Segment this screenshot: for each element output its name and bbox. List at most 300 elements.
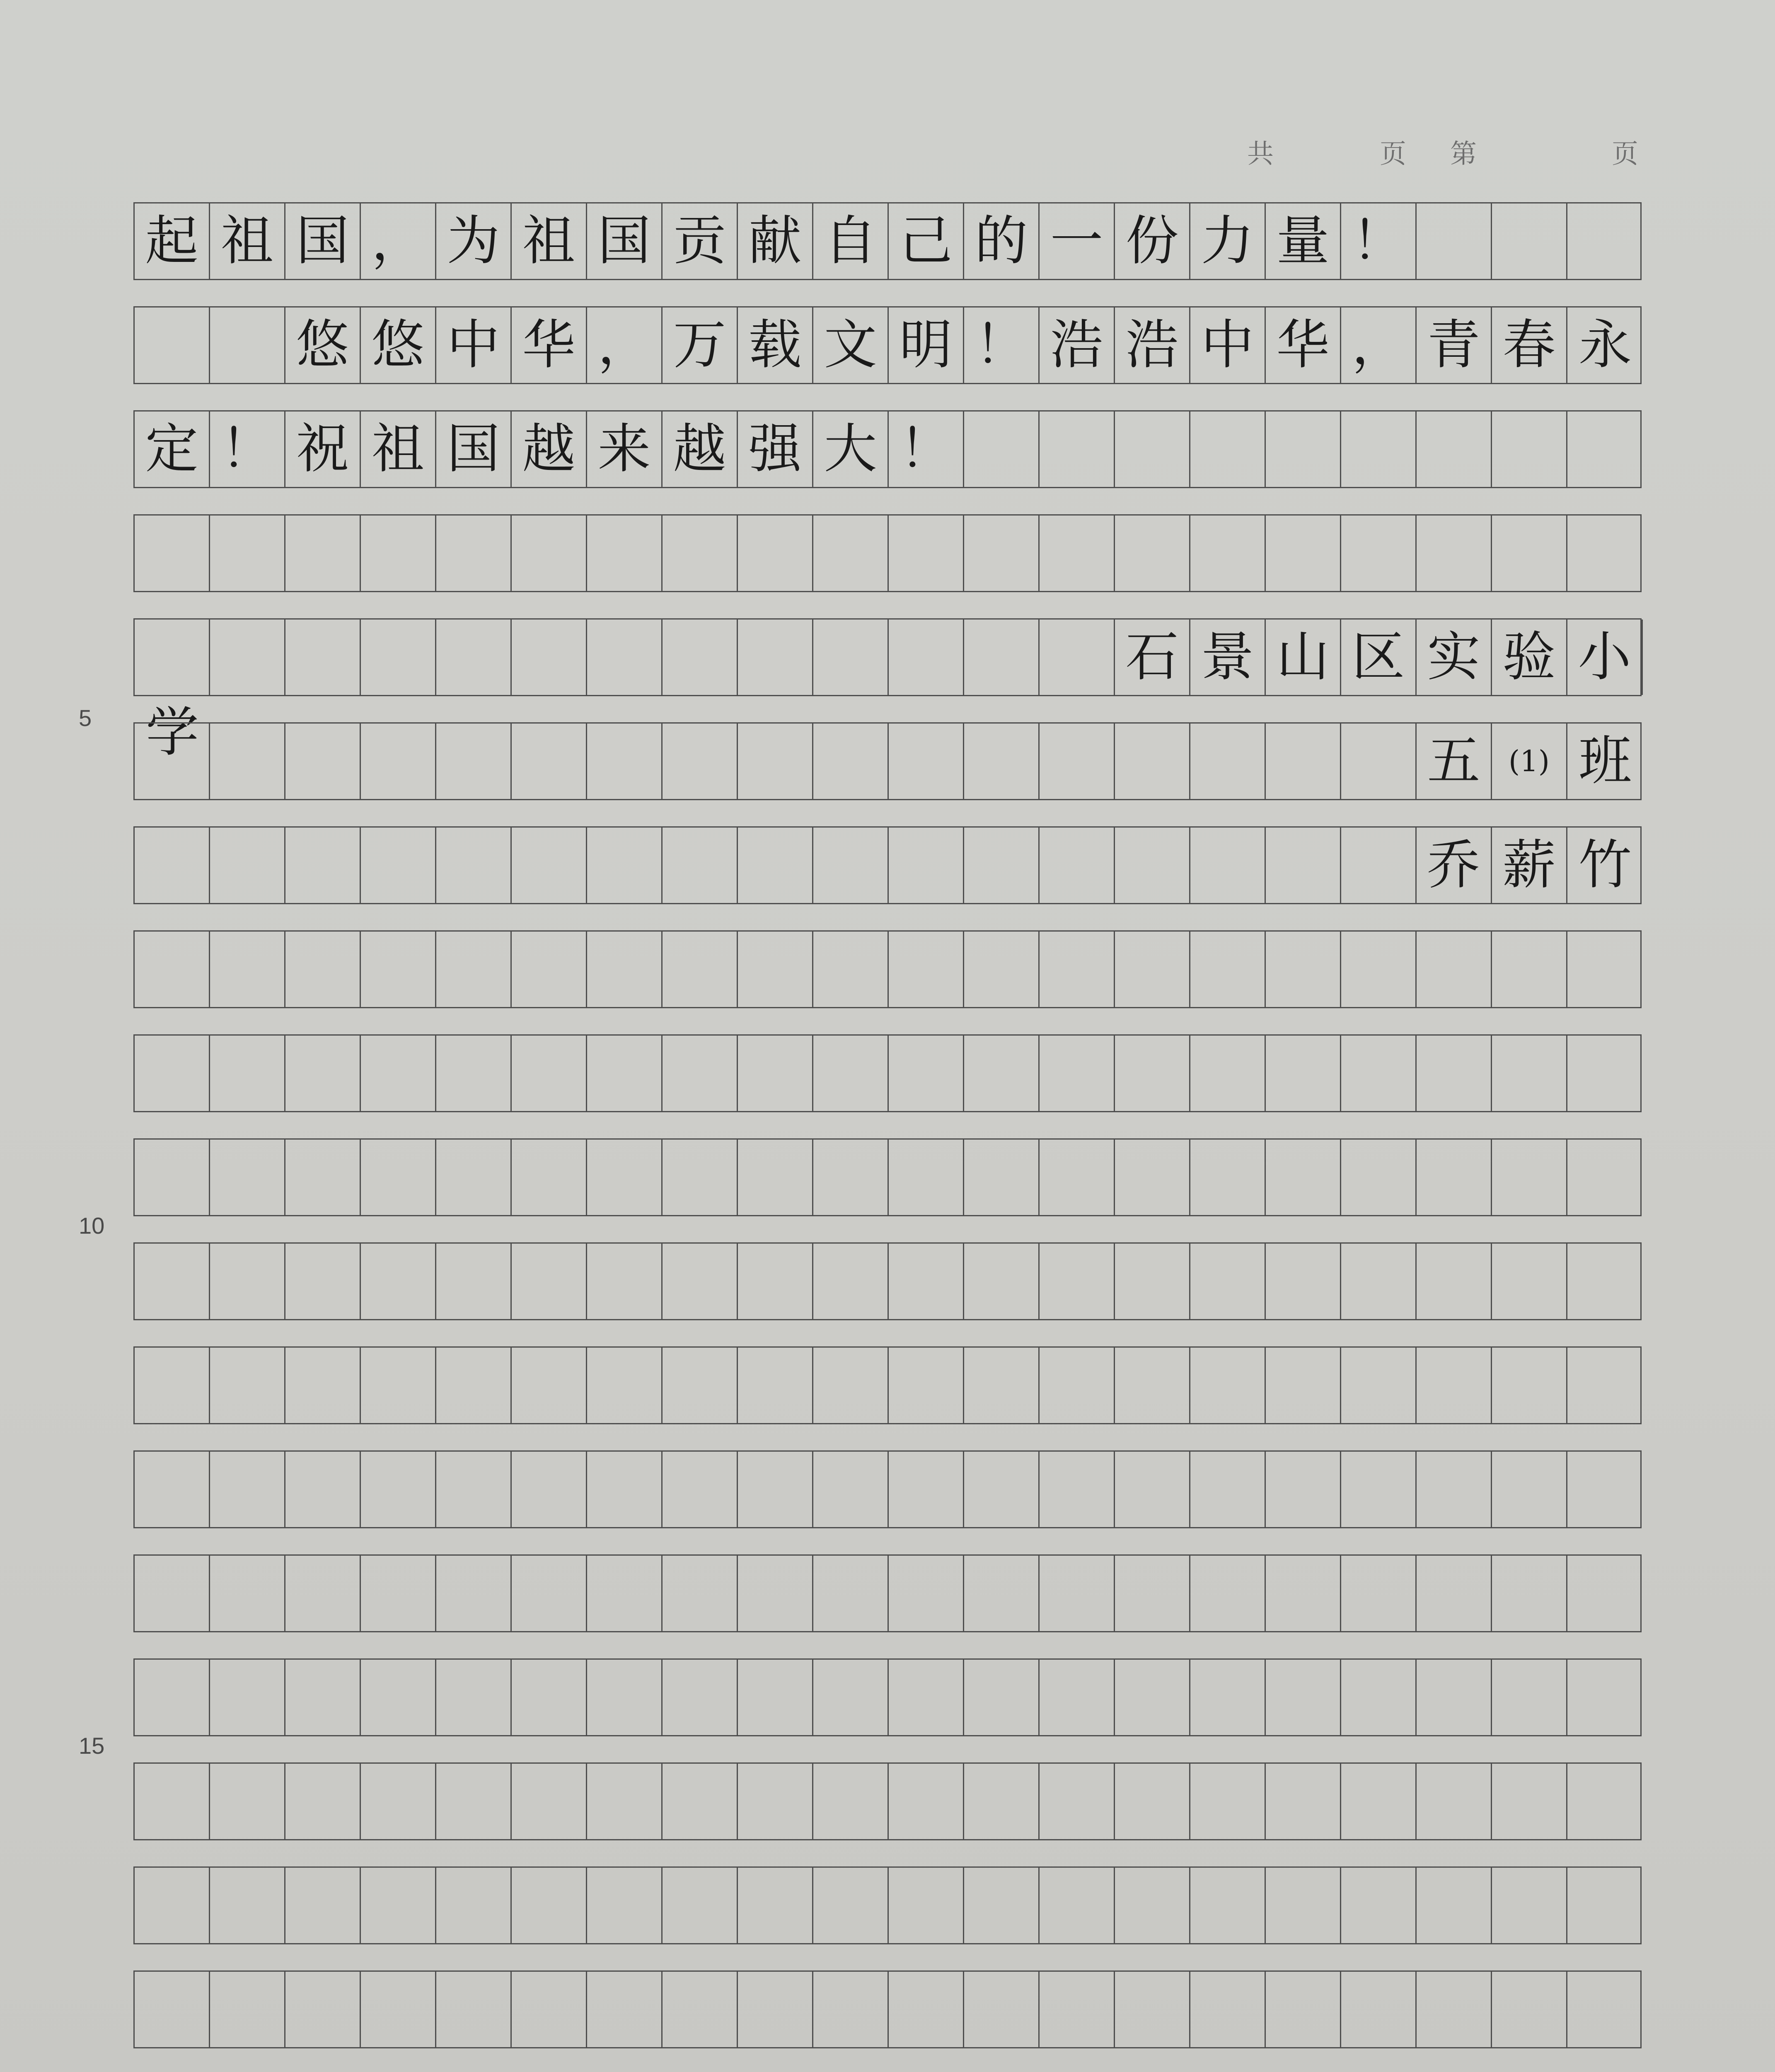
grid-cell bbox=[1115, 1868, 1190, 1943]
grid-cell bbox=[1190, 1972, 1266, 2047]
grid-cell bbox=[1492, 932, 1567, 1007]
grid-cell bbox=[1190, 724, 1266, 799]
grid-cell bbox=[587, 932, 663, 1007]
grid-cell bbox=[738, 1556, 813, 1631]
grid-cell bbox=[1492, 1244, 1567, 1319]
grid-cell bbox=[135, 828, 210, 903]
grid-cell bbox=[964, 1140, 1040, 1215]
grid-cell bbox=[1417, 1972, 1492, 2047]
grid-cell bbox=[813, 1764, 889, 1839]
grid-cell bbox=[135, 1036, 210, 1111]
grid-cell bbox=[1266, 1348, 1341, 1423]
grid-cell bbox=[436, 516, 512, 591]
grid-cell bbox=[1341, 1140, 1417, 1215]
grid-cell bbox=[1341, 1348, 1417, 1423]
grid-cell bbox=[361, 932, 436, 1007]
grid-cell bbox=[889, 828, 964, 903]
grid-cell bbox=[738, 1036, 813, 1111]
grid-cell: 祝 bbox=[285, 411, 361, 487]
grid-cell bbox=[813, 1868, 889, 1943]
grid-cell bbox=[1567, 1244, 1643, 1319]
grid-row bbox=[133, 514, 1642, 592]
grid-cell bbox=[1115, 411, 1190, 487]
grid-row bbox=[133, 930, 1642, 1008]
grid-cell bbox=[1190, 1348, 1266, 1423]
grid-cell: 验 bbox=[1492, 620, 1567, 695]
grid-cell bbox=[1492, 1556, 1567, 1631]
grid-cell bbox=[1417, 411, 1492, 487]
grid-cell bbox=[587, 1140, 663, 1215]
grid-cell: 自 bbox=[813, 203, 889, 279]
grid-cell bbox=[889, 1036, 964, 1111]
grid-row bbox=[133, 1138, 1642, 1216]
grid-cell bbox=[512, 932, 587, 1007]
grid-cell: 国 bbox=[436, 411, 512, 487]
grid-cell bbox=[1040, 1972, 1115, 2047]
grid-cell bbox=[285, 932, 361, 1007]
grid-cell bbox=[1341, 828, 1417, 903]
grid-cell bbox=[436, 1868, 512, 1943]
grid-cell bbox=[964, 1036, 1040, 1111]
grid-cell bbox=[1341, 1556, 1417, 1631]
grid-cell bbox=[285, 1348, 361, 1423]
grid-cell bbox=[135, 1868, 210, 1943]
grid-cell bbox=[135, 724, 210, 799]
grid-row bbox=[133, 1762, 1642, 1840]
grid-cell bbox=[135, 1660, 210, 1735]
grid-cell bbox=[436, 1348, 512, 1423]
grid-cell bbox=[1040, 620, 1115, 695]
grid-cell bbox=[361, 1868, 436, 1943]
grid-cell bbox=[663, 1036, 738, 1111]
grid-cell bbox=[889, 620, 964, 695]
grid-cell bbox=[964, 411, 1040, 487]
grid-cell bbox=[1115, 724, 1190, 799]
grid-cell bbox=[1341, 411, 1417, 487]
grid-cell bbox=[1341, 1868, 1417, 1943]
grid-cell bbox=[1492, 1036, 1567, 1111]
grid-cell bbox=[361, 828, 436, 903]
grid-cell bbox=[1567, 516, 1643, 591]
grid-cell bbox=[1190, 1244, 1266, 1319]
grid-row bbox=[133, 1346, 1642, 1424]
grid-cell bbox=[361, 1972, 436, 2047]
grid-cell bbox=[210, 1660, 285, 1735]
grid-cell bbox=[813, 1972, 889, 2047]
grid-cell bbox=[663, 1764, 738, 1839]
grid-cell bbox=[1040, 1868, 1115, 1943]
grid-row bbox=[133, 1450, 1642, 1528]
grid-cell bbox=[361, 516, 436, 591]
grid-cell bbox=[738, 1244, 813, 1319]
grid-cell bbox=[512, 1972, 587, 2047]
grid-row bbox=[133, 306, 1642, 384]
grid-cell bbox=[135, 1972, 210, 2047]
grid-row bbox=[133, 1034, 1642, 1112]
grid-cell bbox=[813, 932, 889, 1007]
grid-cell bbox=[285, 1452, 361, 1527]
grid-cell bbox=[512, 828, 587, 903]
grid-cell bbox=[964, 1972, 1040, 2047]
grid-cell bbox=[964, 1660, 1040, 1735]
grid-cell bbox=[436, 1036, 512, 1111]
grid-cell bbox=[663, 620, 738, 695]
grid-cell bbox=[1492, 1764, 1567, 1839]
grid-cell bbox=[964, 724, 1040, 799]
grid-cell bbox=[1567, 1140, 1643, 1215]
grid-cell bbox=[1417, 1140, 1492, 1215]
grid-cell: 力 bbox=[1190, 203, 1266, 279]
grid-cell bbox=[813, 1556, 889, 1631]
grid-cell bbox=[738, 1348, 813, 1423]
grid-cell bbox=[813, 516, 889, 591]
grid-cell bbox=[964, 932, 1040, 1007]
grid-cell bbox=[135, 1244, 210, 1319]
grid-cell bbox=[436, 620, 512, 695]
grid-cell bbox=[1115, 1660, 1190, 1735]
grid-cell bbox=[587, 1244, 663, 1319]
grid-cell bbox=[1115, 1452, 1190, 1527]
grid-cell: 实 bbox=[1417, 620, 1492, 695]
grid-cell: 定 bbox=[135, 411, 210, 487]
grid-cell bbox=[512, 1244, 587, 1319]
grid-cell bbox=[1417, 1348, 1492, 1423]
grid-cell bbox=[1417, 516, 1492, 591]
grid-cell bbox=[210, 1452, 285, 1527]
grid-cell bbox=[135, 516, 210, 591]
grid-row bbox=[133, 722, 1642, 800]
grid-cell bbox=[1115, 1348, 1190, 1423]
grid-cell bbox=[1341, 1036, 1417, 1111]
grid-cell bbox=[285, 1036, 361, 1111]
grid-cell bbox=[889, 724, 964, 799]
grid-cell bbox=[1040, 932, 1115, 1007]
grid-cell bbox=[210, 724, 285, 799]
grid-cell bbox=[587, 828, 663, 903]
grid-cell: 小 bbox=[1567, 620, 1643, 695]
grid-cell bbox=[1417, 1660, 1492, 1735]
grid-cell bbox=[663, 516, 738, 591]
grid-cell bbox=[1040, 411, 1115, 487]
grid-cell bbox=[964, 1868, 1040, 1943]
grid-cell bbox=[663, 1140, 738, 1215]
grid-cell bbox=[1266, 1140, 1341, 1215]
grid-cell bbox=[964, 1244, 1040, 1319]
grid-cell bbox=[210, 1348, 285, 1423]
grid-cell bbox=[1567, 932, 1643, 1007]
grid-cell bbox=[285, 620, 361, 695]
grid-cell bbox=[285, 828, 361, 903]
grid-cell bbox=[1266, 1764, 1341, 1839]
grid-cell bbox=[813, 1244, 889, 1319]
grid-cell: 悠 bbox=[361, 307, 436, 383]
grid-cell bbox=[1417, 932, 1492, 1007]
grid-cell bbox=[135, 1348, 210, 1423]
grid-cell bbox=[210, 828, 285, 903]
grid-cell bbox=[738, 828, 813, 903]
grid-cell bbox=[1266, 1452, 1341, 1527]
grid-row bbox=[133, 1658, 1642, 1736]
grid-cell bbox=[663, 1244, 738, 1319]
grid-cell: ！ bbox=[964, 307, 1040, 383]
grid-cell bbox=[285, 1556, 361, 1631]
grid-cell: 贡 bbox=[663, 203, 738, 279]
grid-cell bbox=[1040, 828, 1115, 903]
grid-row bbox=[133, 1554, 1642, 1632]
grid-cell bbox=[663, 724, 738, 799]
grid-cell bbox=[135, 307, 210, 383]
grid-cell bbox=[512, 1452, 587, 1527]
grid-cell bbox=[587, 1348, 663, 1423]
grid-cell bbox=[964, 516, 1040, 591]
grid-cell bbox=[889, 516, 964, 591]
grid-cell bbox=[1266, 1868, 1341, 1943]
grid-cell bbox=[1266, 1244, 1341, 1319]
grid-cell: 国 bbox=[587, 203, 663, 279]
grid-cell bbox=[1341, 1972, 1417, 2047]
grid-cell: 中 bbox=[1190, 307, 1266, 383]
grid-cell bbox=[1040, 1140, 1115, 1215]
grid-cell bbox=[964, 1556, 1040, 1631]
grid-cell bbox=[210, 1868, 285, 1943]
grid-cell bbox=[512, 1140, 587, 1215]
grid-row bbox=[133, 410, 1642, 488]
grid-cell: ， bbox=[587, 307, 663, 383]
grid-cell bbox=[1417, 1244, 1492, 1319]
grid-cell bbox=[813, 828, 889, 903]
grid-cell bbox=[587, 1556, 663, 1631]
grid-cell bbox=[436, 724, 512, 799]
grid-cell bbox=[1341, 1244, 1417, 1319]
grid-cell bbox=[512, 1764, 587, 1839]
nth-label: 第 bbox=[1450, 139, 1477, 169]
grid-cell: ！ bbox=[210, 411, 285, 487]
grid-cell bbox=[1190, 1036, 1266, 1111]
grid-cell bbox=[1190, 1660, 1266, 1735]
grid-cell bbox=[1341, 724, 1417, 799]
grid-cell bbox=[1040, 1660, 1115, 1735]
grid-cell bbox=[587, 1972, 663, 2047]
grid-cell bbox=[587, 724, 663, 799]
grid-cell: ， bbox=[1341, 307, 1417, 383]
grid-cell bbox=[135, 1452, 210, 1527]
grid-cell bbox=[1040, 516, 1115, 591]
grid-cell bbox=[964, 1764, 1040, 1839]
grid-cell bbox=[361, 1348, 436, 1423]
grid-cell bbox=[210, 1036, 285, 1111]
grid-cell bbox=[889, 1140, 964, 1215]
grid-cell bbox=[512, 1660, 587, 1735]
grid-cell bbox=[436, 1556, 512, 1631]
grid-cell bbox=[285, 1660, 361, 1735]
row-number-5: 5 bbox=[79, 705, 92, 731]
grid-cell: 班 bbox=[1578, 730, 1632, 792]
grid-cell bbox=[1266, 932, 1341, 1007]
grid-cell bbox=[135, 1556, 210, 1631]
grid-cell bbox=[1492, 1452, 1567, 1527]
grid-cell bbox=[1567, 1452, 1643, 1527]
grid-cell bbox=[1190, 932, 1266, 1007]
grid-cell bbox=[738, 516, 813, 591]
grid-cell bbox=[889, 1556, 964, 1631]
grid-cell: (1) bbox=[1492, 724, 1567, 799]
grid-cell bbox=[512, 620, 587, 695]
grid-cell bbox=[210, 932, 285, 1007]
grid-cell bbox=[889, 1764, 964, 1839]
grid-row bbox=[133, 1242, 1642, 1320]
grid-cell bbox=[1341, 1764, 1417, 1839]
grid-cell bbox=[1040, 1244, 1115, 1319]
grid-cell bbox=[813, 1348, 889, 1423]
grid-cell: ， bbox=[361, 203, 436, 279]
grid-cell bbox=[889, 1348, 964, 1423]
grid-cell bbox=[889, 1868, 964, 1943]
grid-cell bbox=[361, 1764, 436, 1839]
grid-cell bbox=[1492, 203, 1567, 279]
grid-cell bbox=[1417, 1764, 1492, 1839]
grid-cell bbox=[1341, 516, 1417, 591]
grid-cell bbox=[1266, 516, 1341, 591]
grid-cell bbox=[210, 516, 285, 591]
grid-cell bbox=[1115, 516, 1190, 591]
grid-cell: 载 bbox=[738, 307, 813, 383]
grid-cell: 份 bbox=[1115, 203, 1190, 279]
grid-cell bbox=[210, 1556, 285, 1631]
grid-cell bbox=[512, 1556, 587, 1631]
grid-cell bbox=[285, 1244, 361, 1319]
grid-cell bbox=[964, 620, 1040, 695]
grid-cell bbox=[1417, 1036, 1492, 1111]
grid-cell bbox=[813, 1452, 889, 1527]
grid-cell: 大 bbox=[813, 411, 889, 487]
grid-cell bbox=[1190, 1452, 1266, 1527]
grid-cell bbox=[1417, 203, 1492, 279]
grid-cell bbox=[1040, 1452, 1115, 1527]
grid-cell bbox=[889, 932, 964, 1007]
grid-cell bbox=[361, 724, 436, 799]
total-label: 共 bbox=[1247, 139, 1274, 169]
grid-cell bbox=[738, 1660, 813, 1735]
grid-cell bbox=[1492, 1972, 1567, 2047]
grid-cell bbox=[1115, 932, 1190, 1007]
grid-cell bbox=[587, 1036, 663, 1111]
grid-cell bbox=[1567, 203, 1643, 279]
grid-cell: 华 bbox=[512, 307, 587, 383]
grid-cell bbox=[1115, 1036, 1190, 1111]
grid-cell: 景 bbox=[1190, 620, 1266, 695]
grid-cell bbox=[361, 1556, 436, 1631]
grid-cell: 己 bbox=[889, 203, 964, 279]
grid-cell: 祖 bbox=[210, 203, 285, 279]
grid-cell bbox=[1417, 1868, 1492, 1943]
grid-cell: 青 bbox=[1417, 307, 1492, 383]
grid-cell bbox=[1567, 411, 1643, 487]
grid-cell bbox=[1040, 1348, 1115, 1423]
grid-cell: 文 bbox=[813, 307, 889, 383]
grid-cell bbox=[210, 1244, 285, 1319]
grid-cell: 强 bbox=[738, 411, 813, 487]
grid-cell bbox=[813, 1036, 889, 1111]
page-label-2: 页 bbox=[1612, 139, 1638, 169]
grid-cell bbox=[1266, 411, 1341, 487]
grid-cell: 祖 bbox=[361, 411, 436, 487]
grid-cell bbox=[1492, 1868, 1567, 1943]
grid-cell bbox=[361, 620, 436, 695]
grid-cell bbox=[587, 1660, 663, 1735]
grid-cell bbox=[1190, 411, 1266, 487]
grid-cell bbox=[1567, 1764, 1643, 1839]
grid-cell bbox=[1341, 1452, 1417, 1527]
grid-cell bbox=[1417, 1556, 1492, 1631]
grid-cell bbox=[1567, 1660, 1643, 1735]
grid-cell bbox=[663, 932, 738, 1007]
grid-row bbox=[133, 1970, 1642, 2048]
grid-cell: 一 bbox=[1040, 203, 1115, 279]
grid-cell bbox=[210, 620, 285, 695]
grid-cell: 明 bbox=[889, 307, 964, 383]
grid-cell bbox=[285, 516, 361, 591]
grid-cell: 五 bbox=[1417, 724, 1492, 799]
grid-cell bbox=[1266, 828, 1341, 903]
grid-cell bbox=[1190, 1556, 1266, 1631]
grid-cell bbox=[1040, 1036, 1115, 1111]
grid-cell bbox=[361, 1036, 436, 1111]
grid-cell bbox=[1266, 1660, 1341, 1735]
grid-cell bbox=[1567, 1348, 1643, 1423]
grid-cell bbox=[663, 1348, 738, 1423]
grid-cell bbox=[1040, 1556, 1115, 1631]
grid-cell: 学 bbox=[145, 702, 199, 763]
grid-cell: 石 bbox=[1115, 620, 1190, 695]
grid-cell bbox=[813, 724, 889, 799]
grid-cell bbox=[738, 1972, 813, 2047]
grid-cell: 万 bbox=[663, 307, 738, 383]
grid-cell bbox=[512, 1348, 587, 1423]
grid-cell bbox=[135, 1140, 210, 1215]
grid-cell bbox=[1492, 1348, 1567, 1423]
grid-cell: 华 bbox=[1266, 307, 1341, 383]
grid-cell bbox=[285, 1972, 361, 2047]
grid-row bbox=[133, 202, 1642, 280]
grid-cell bbox=[436, 828, 512, 903]
grid-cell bbox=[285, 724, 361, 799]
grid-cell: 来 bbox=[587, 411, 663, 487]
grid-cell bbox=[1266, 1556, 1341, 1631]
grid-cell bbox=[135, 932, 210, 1007]
grid-cell bbox=[663, 1660, 738, 1735]
grid-cell bbox=[587, 516, 663, 591]
grid-cell bbox=[512, 1036, 587, 1111]
grid-cell bbox=[1115, 1764, 1190, 1839]
grid-cell bbox=[889, 1972, 964, 2047]
grid-cell: 永 bbox=[1578, 314, 1632, 376]
grid-cell bbox=[587, 1868, 663, 1943]
grid-cell bbox=[1341, 1660, 1417, 1735]
grid-cell bbox=[663, 1972, 738, 2047]
grid-cell bbox=[436, 1764, 512, 1839]
grid-cell: 为 bbox=[436, 203, 512, 279]
grid-cell bbox=[1190, 516, 1266, 591]
grid-cell: 祖 bbox=[512, 203, 587, 279]
grid-cell bbox=[210, 1764, 285, 1839]
grid-cell bbox=[587, 620, 663, 695]
grid-cell bbox=[1567, 1036, 1643, 1111]
grid-cell bbox=[1190, 1764, 1266, 1839]
grid-cell bbox=[738, 1764, 813, 1839]
grid-cell bbox=[1266, 1036, 1341, 1111]
grid-cell: 乔 bbox=[1417, 828, 1492, 903]
row-number-10: 10 bbox=[79, 1213, 105, 1239]
